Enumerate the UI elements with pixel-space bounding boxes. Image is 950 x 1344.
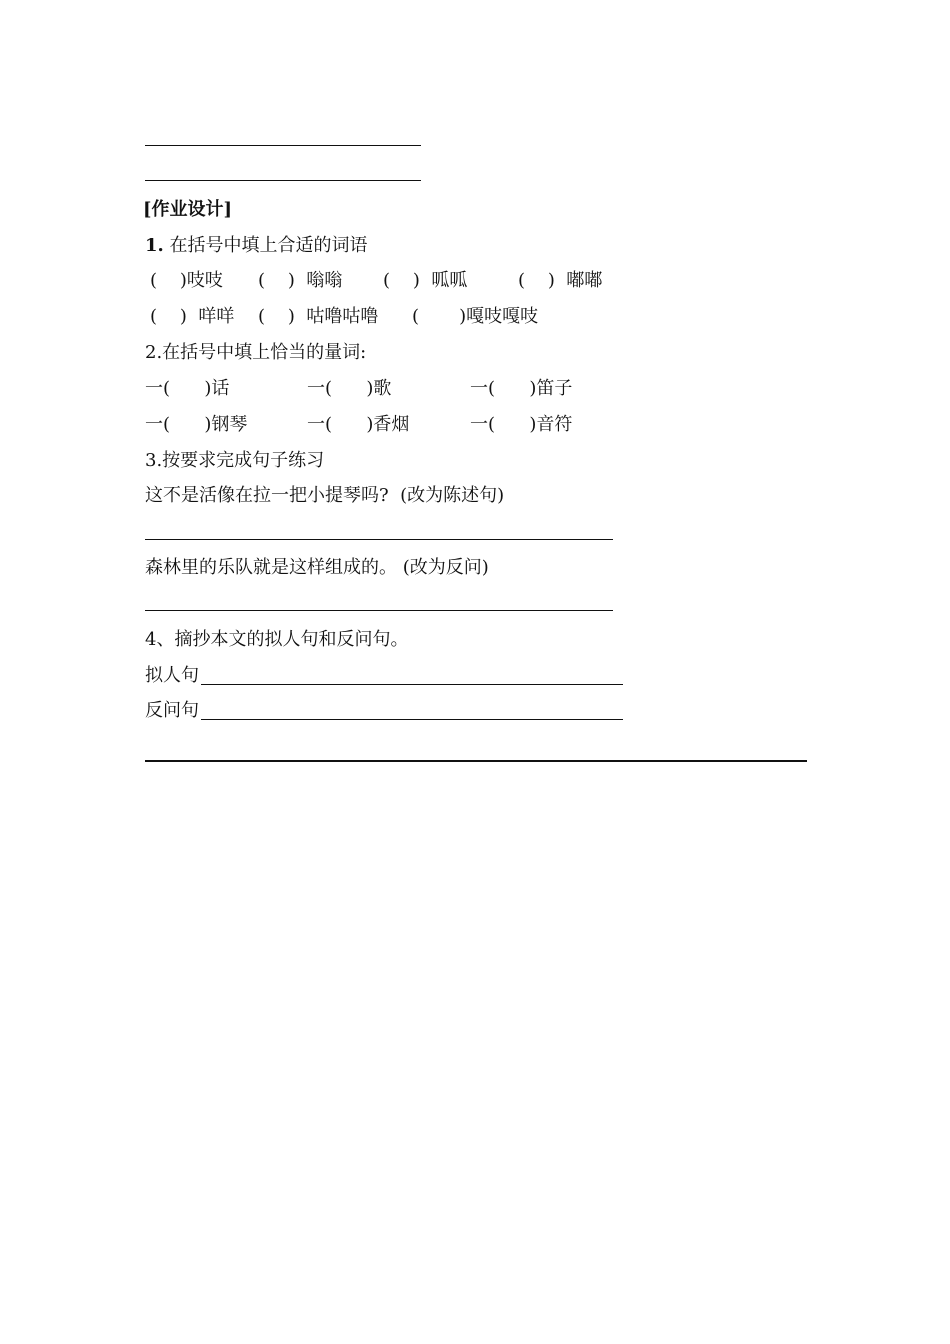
q4-answer-line-personification[interactable]: [201, 684, 623, 685]
q4-label-personification: 拟人句: [145, 665, 199, 686]
q1-item: ( )吱吱: [150, 270, 223, 291]
section-heading: [作业设计]: [143, 199, 233, 220]
q1-number: 1.: [145, 235, 164, 256]
answer-line-top-2[interactable]: [145, 180, 421, 181]
q2-item: 一( )笛子: [470, 378, 573, 399]
q3-answer-line-2[interactable]: [145, 610, 613, 611]
q2-item: 一( )话: [145, 378, 230, 399]
q4-answer-line-rhetorical[interactable]: [201, 719, 623, 720]
q3-prompt: 3.按要求完成句子练习: [145, 450, 325, 471]
q3-answer-line-1[interactable]: [145, 539, 613, 540]
q1-item: ( ) 咩咩: [150, 306, 235, 327]
q1-item: ( )嘎吱嘎吱: [412, 306, 539, 327]
q4-prompt: 4、摘抄本文的拟人句和反问句。: [145, 629, 409, 650]
q2-prompt: 2.在括号中填上恰当的量词:: [145, 342, 367, 363]
answer-line-top-1[interactable]: [145, 145, 421, 146]
q3-sentence-2: 森林里的乐队就是这样组成的。 (改为反问): [145, 557, 489, 578]
q1-item: ( ) 嘟嘟: [518, 270, 603, 291]
q1-text: 在括号中填上合适的词语: [169, 235, 368, 256]
q2-item: 一( )香烟: [307, 414, 410, 435]
q2-item: 一( )音符: [470, 414, 573, 435]
q1-item: ( ) 咕噜咕噜: [258, 306, 379, 327]
bottom-divider: [145, 760, 807, 762]
q1-item: ( ) 呱呱: [383, 270, 468, 291]
q3-sentence-1: 这不是活像在拉一把小提琴吗? (改为陈述句): [145, 485, 505, 506]
q1-prompt: [145, 235, 368, 257]
q1-item: ( ) 嗡嗡: [258, 270, 343, 291]
q4-label-rhetorical: 反问句: [145, 700, 199, 721]
q2-item: 一( )钢琴: [145, 414, 248, 435]
q2-item: 一( )歌: [307, 378, 392, 399]
